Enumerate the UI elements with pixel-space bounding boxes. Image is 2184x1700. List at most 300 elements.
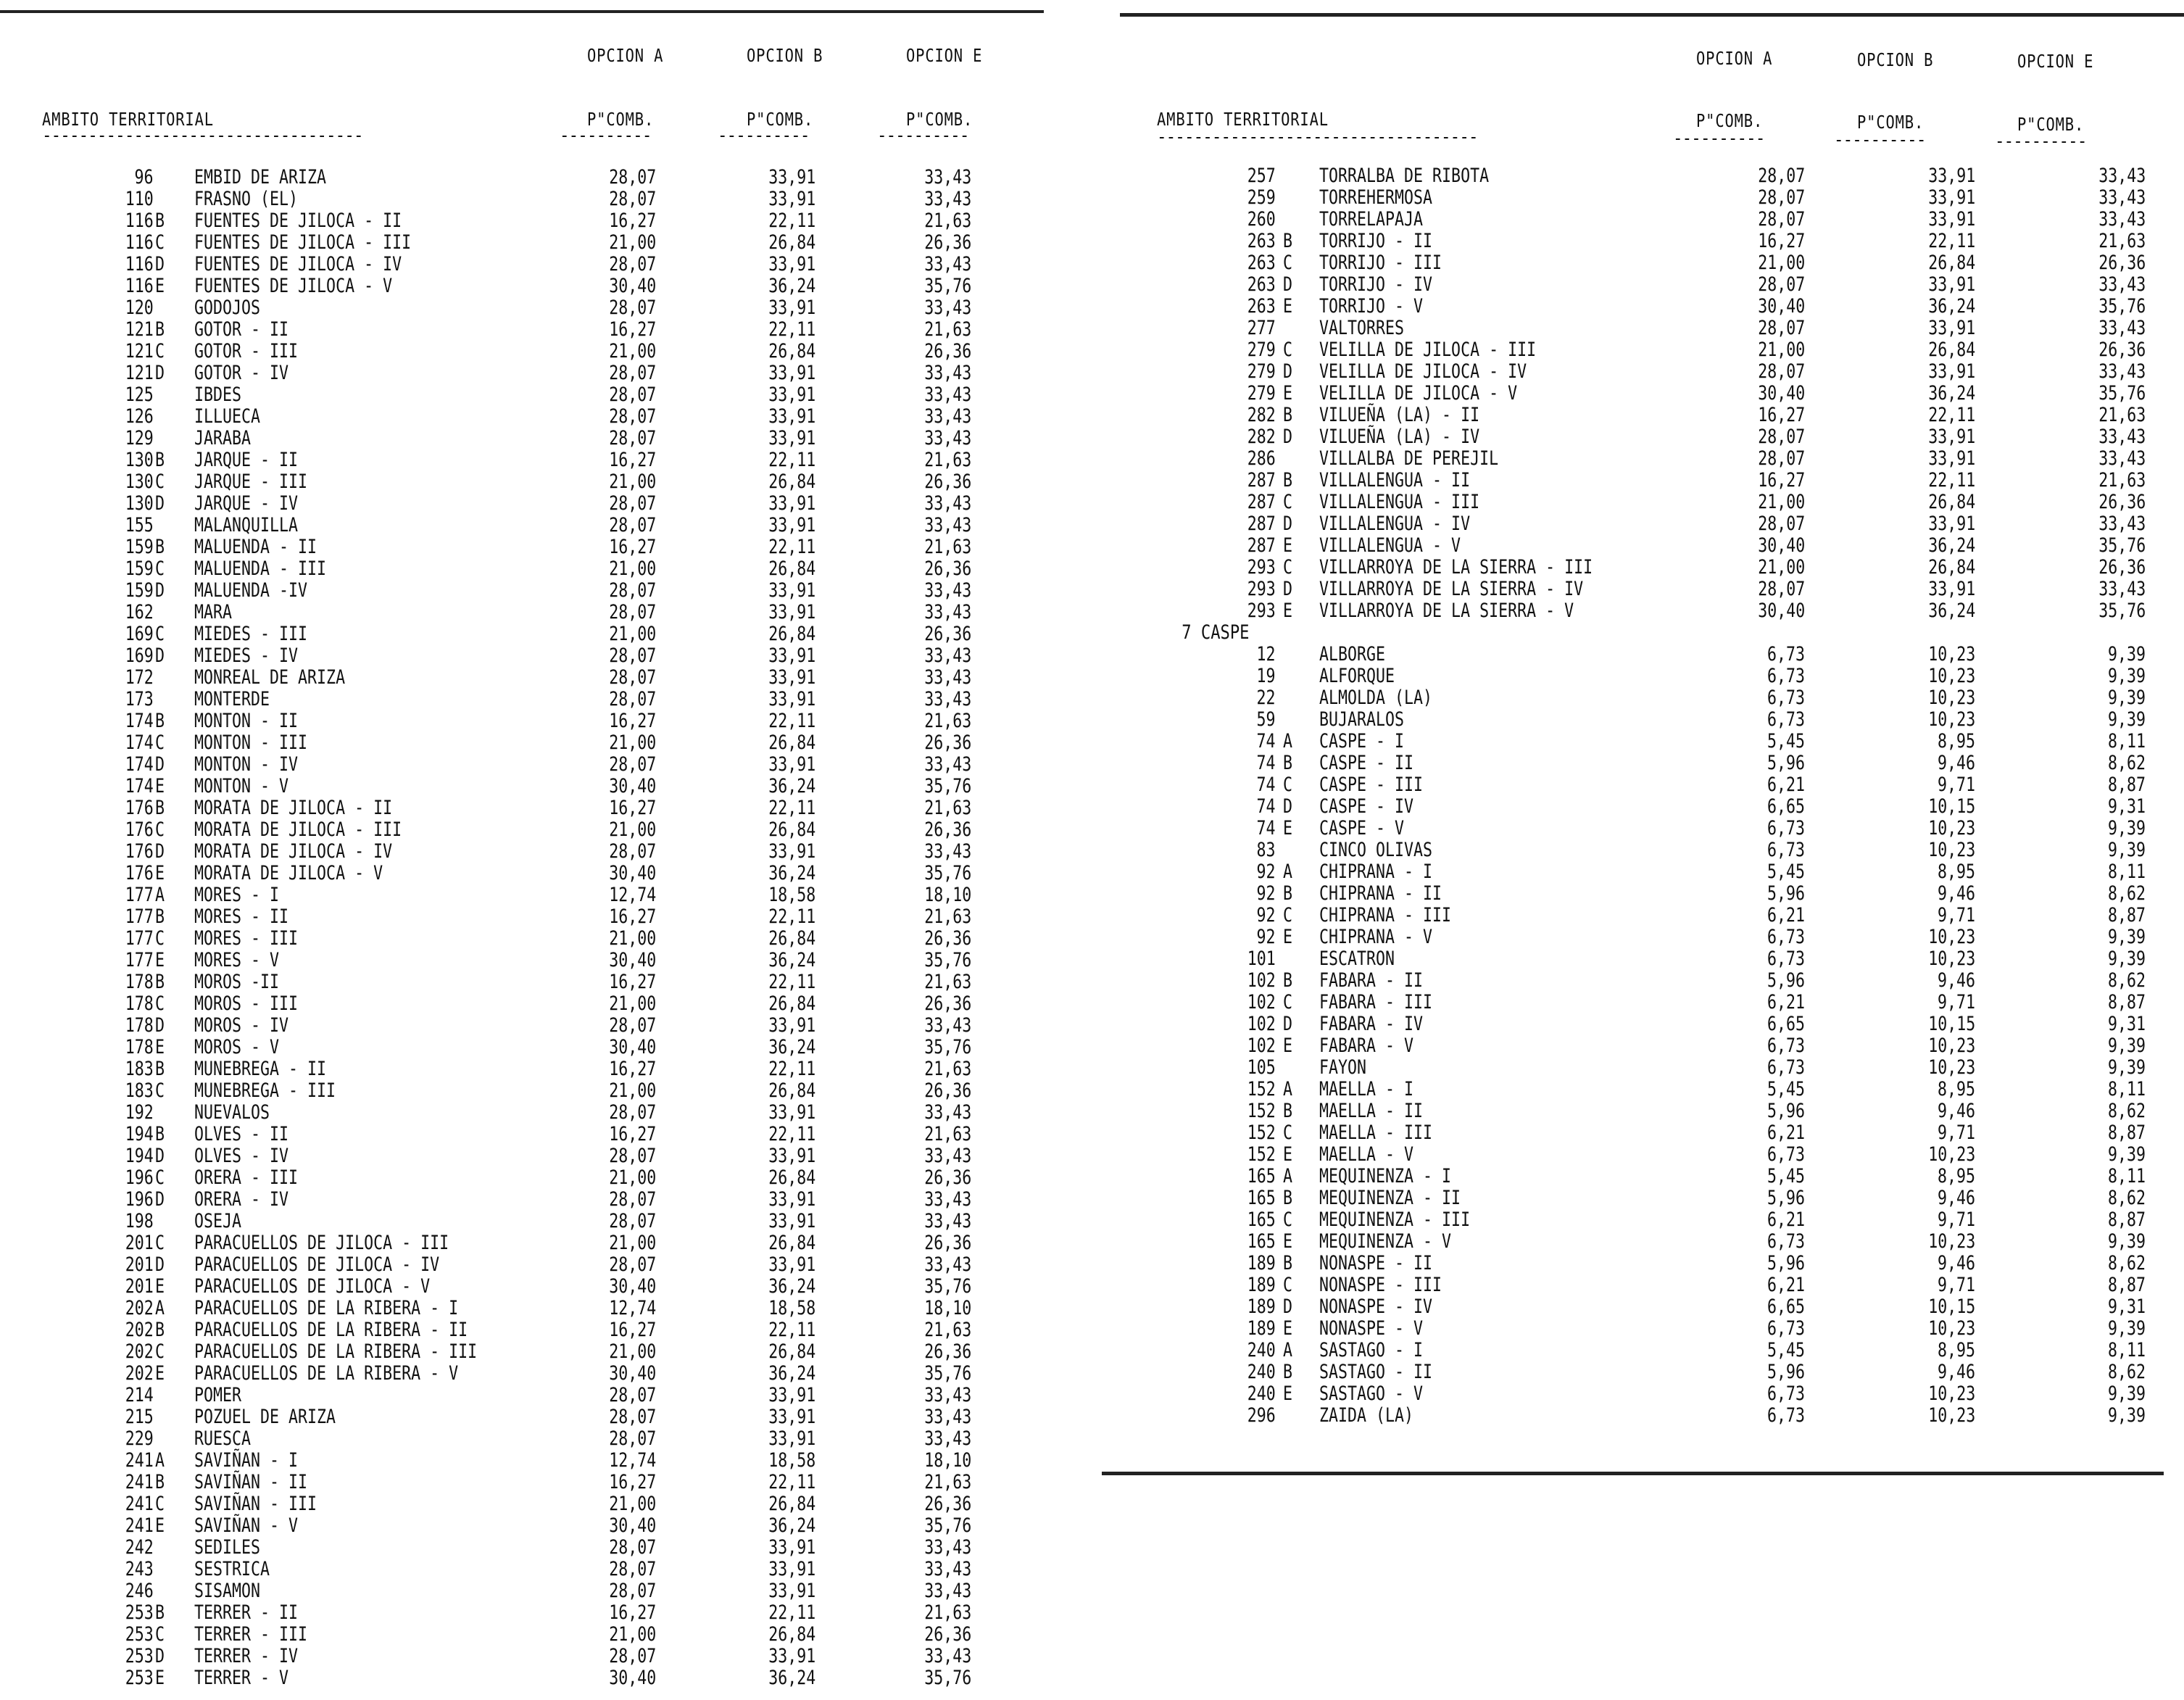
value-opcion-b: 36,24 [768, 1362, 815, 1385]
row-code: 277 [1247, 317, 1276, 339]
row-code: 74 [1256, 752, 1276, 774]
row-code: 121 [125, 340, 154, 362]
row-name: CASPE - II [1319, 752, 1414, 774]
row-name: MOROS -II [194, 971, 280, 993]
row-name: TORRELAPAJA [1319, 208, 1424, 231]
row-code: 241 [125, 1514, 154, 1537]
row-name: OSEJA [194, 1210, 242, 1232]
row-code: 102 [1247, 969, 1276, 992]
value-opcion-a: 6,65 [1766, 1295, 1805, 1318]
value-opcion-a: 16,27 [608, 1123, 656, 1145]
row-suffix: C [155, 1232, 165, 1254]
value-opcion-a: 6,73 [1766, 665, 1805, 687]
value-opcion-a: 28,07 [1757, 426, 1805, 448]
table-row [1116, 231, 2184, 252]
value-opcion-a: 28,07 [608, 1101, 656, 1124]
table-row [0, 167, 1087, 188]
divider-a: ---------- [1673, 128, 1765, 149]
row-code: 22 [1256, 687, 1276, 709]
table-row [1116, 948, 2184, 970]
row-name: NUEVALOS [194, 1101, 270, 1124]
row-code: 120 [125, 297, 154, 319]
value-opcion-b: 26,84 [768, 992, 815, 1015]
value-opcion-a: 28,07 [608, 297, 656, 319]
table-row [0, 1319, 1087, 1341]
table-row [0, 1232, 1087, 1254]
row-code: 287 [1247, 513, 1276, 535]
value-opcion-e: 33,43 [2098, 186, 2146, 209]
row-suffix: B [155, 1319, 165, 1341]
value-opcion-b: 8,95 [1937, 730, 1975, 752]
value-opcion-b: 10,15 [1927, 1295, 1975, 1318]
row-code: 169 [125, 644, 154, 667]
table-row [0, 341, 1087, 362]
value-opcion-b: 33,91 [768, 840, 815, 863]
value-opcion-e: 8,11 [2107, 1165, 2146, 1187]
value-opcion-a: 5,96 [1766, 1187, 1805, 1209]
row-suffix: C [1283, 904, 1293, 926]
value-opcion-b: 33,91 [1927, 208, 1975, 231]
row-suffix: E [155, 949, 165, 971]
value-opcion-e: 26,36 [923, 818, 971, 841]
value-opcion-b: 9,71 [1937, 991, 1975, 1013]
row-suffix: B [1283, 230, 1293, 252]
row-suffix: B [1283, 404, 1293, 426]
row-name: MEQUINENZA - III [1319, 1208, 1471, 1231]
row-suffix: E [1283, 600, 1293, 622]
row-code: 178 [125, 992, 154, 1015]
row-name: MALANQUILLA [194, 514, 299, 536]
value-opcion-a: 16,27 [1757, 230, 1805, 252]
table-row [0, 406, 1087, 428]
row-name: FUENTES DE JILOCA - IV [194, 253, 402, 275]
row-code: 253 [125, 1623, 154, 1646]
row-name: MORATA DE JILOCA - III [194, 818, 402, 841]
value-opcion-b: 36,24 [1927, 534, 1975, 557]
value-opcion-b: 26,84 [768, 623, 815, 645]
row-suffix: A [1283, 1339, 1293, 1361]
value-opcion-e: 33,43 [923, 1645, 971, 1667]
row-code: 178 [125, 971, 154, 993]
row-name: MEQUINENZA - I [1319, 1165, 1452, 1187]
value-opcion-a: 21,00 [608, 927, 656, 950]
row-code: 279 [1247, 339, 1276, 361]
value-opcion-b: 36,24 [1927, 295, 1975, 318]
row-name: PARACUELLOS DE LA RIBERA - III [194, 1340, 478, 1363]
value-opcion-e: 8,11 [2107, 730, 2146, 752]
value-opcion-a: 28,07 [608, 188, 656, 210]
table-row [1116, 687, 2184, 709]
row-suffix: C [155, 818, 165, 841]
value-opcion-b: 22,11 [1927, 469, 1975, 492]
value-opcion-b: 10,23 [1927, 1382, 1975, 1405]
row-suffix: B [155, 797, 165, 819]
table-row [0, 1472, 1087, 1493]
value-opcion-a: 28,07 [608, 405, 656, 428]
value-opcion-a: 28,07 [608, 1145, 656, 1167]
row-name: VELILLA DE JILOCA - III [1319, 339, 1537, 361]
value-opcion-a: 28,07 [608, 1210, 656, 1232]
row-code: 194 [125, 1123, 154, 1145]
row-name: SAVIÑAN - III [194, 1493, 317, 1515]
table-row [0, 1037, 1087, 1058]
value-opcion-b: 33,91 [768, 1580, 815, 1602]
value-opcion-a: 30,40 [608, 1362, 656, 1385]
row-code: 174 [125, 753, 154, 776]
row-suffix: E [1283, 1382, 1293, 1405]
row-name: NONASPE - IV [1319, 1295, 1433, 1318]
row-suffix: D [155, 1145, 165, 1167]
table-row [1116, 1340, 2184, 1361]
value-opcion-b: 33,91 [1927, 165, 1975, 187]
row-code: 152 [1247, 1143, 1276, 1166]
row-code: 282 [1247, 426, 1276, 448]
value-opcion-b: 33,91 [768, 253, 815, 275]
row-name: SESTRICA [194, 1558, 270, 1580]
row-code: 121 [125, 362, 154, 384]
row-name: TORRIJO - V [1319, 295, 1424, 318]
row-suffix: B [1283, 882, 1293, 905]
row-name: FAYON [1319, 1056, 1367, 1079]
value-opcion-a: 5,96 [1766, 1361, 1805, 1383]
table-row [0, 819, 1087, 841]
value-opcion-b: 33,91 [768, 688, 815, 710]
value-opcion-e: 9,39 [2107, 1317, 2146, 1340]
value-opcion-a: 16,27 [608, 318, 656, 341]
row-suffix: C [155, 1166, 165, 1189]
value-opcion-e: 21,63 [923, 905, 971, 928]
value-opcion-e: 33,43 [923, 644, 971, 667]
value-opcion-a: 6,73 [1766, 708, 1805, 731]
value-opcion-e: 33,43 [923, 253, 971, 275]
value-opcion-e: 35,76 [2098, 600, 2146, 622]
value-opcion-b: 36,24 [768, 275, 815, 297]
value-opcion-a: 21,00 [608, 992, 656, 1015]
value-opcion-e: 33,43 [923, 1558, 971, 1580]
row-code: 189 [1247, 1274, 1276, 1296]
row-suffix: E [155, 1514, 165, 1537]
value-opcion-b: 22,11 [768, 905, 815, 928]
value-opcion-a: 21,00 [608, 340, 656, 362]
row-name: FRASNO (EL) [194, 188, 299, 210]
value-opcion-b: 22,11 [768, 797, 815, 819]
row-name: SASTAGO - II [1319, 1361, 1433, 1383]
table-row [1116, 839, 2184, 861]
value-opcion-b: 22,11 [768, 318, 815, 341]
value-opcion-b: 10,23 [1927, 643, 1975, 666]
row-name: SAVIÑAN - I [194, 1449, 299, 1472]
value-opcion-b: 26,84 [768, 1166, 815, 1189]
value-opcion-e: 21,63 [923, 1601, 971, 1624]
value-opcion-e: 26,36 [923, 340, 971, 362]
value-opcion-e: 9,31 [2107, 1013, 2146, 1035]
value-opcion-b: 10,23 [1927, 1056, 1975, 1079]
value-opcion-e: 35,76 [2098, 295, 2146, 318]
row-name: OLVES - IV [194, 1145, 289, 1167]
row-name: SAVIÑAN - V [194, 1514, 299, 1537]
row-suffix: D [155, 1014, 165, 1037]
row-name: POZUEL DE ARIZA [194, 1406, 336, 1428]
value-opcion-e: 9,39 [2107, 708, 2146, 731]
value-opcion-a: 28,07 [608, 1580, 656, 1602]
row-name: JARQUE - IV [194, 492, 299, 515]
row-name: ESCATRON [1319, 948, 1395, 970]
row-code: 92 [1256, 882, 1276, 905]
value-opcion-b: 26,84 [768, 340, 815, 362]
table-row [1116, 752, 2184, 774]
value-opcion-e: 26,36 [923, 927, 971, 950]
row-code: 178 [125, 1036, 154, 1058]
row-code: 196 [125, 1188, 154, 1211]
value-opcion-a: 6,21 [1766, 1208, 1805, 1231]
divider-ambito: ----------------------------------- [1157, 126, 1478, 147]
value-opcion-e: 33,43 [923, 188, 971, 210]
row-code: 155 [125, 514, 154, 536]
row-name: MUNEBREGA - II [194, 1058, 327, 1080]
table-row [1116, 165, 2184, 187]
value-opcion-b: 33,91 [768, 514, 815, 536]
row-code: 202 [125, 1297, 154, 1319]
row-code: 83 [1256, 839, 1276, 861]
table-row [0, 1124, 1087, 1145]
table-row [0, 210, 1087, 232]
value-opcion-a: 30,40 [1757, 600, 1805, 622]
table-row [0, 536, 1087, 558]
table-row [1116, 513, 2184, 535]
value-opcion-a: 6,65 [1766, 1013, 1805, 1035]
row-name: VILLARROYA DE LA SIERRA - III [1319, 556, 1593, 579]
row-suffix: A [1283, 730, 1293, 752]
value-opcion-b: 36,24 [1927, 600, 1975, 622]
value-opcion-e: 33,43 [923, 166, 971, 188]
value-opcion-b: 10,23 [1927, 665, 1975, 687]
row-code: 116 [125, 231, 154, 254]
row-code: 240 [1247, 1361, 1276, 1383]
value-opcion-a: 28,07 [1757, 513, 1805, 535]
table-row [1116, 470, 2184, 492]
value-opcion-e: 33,43 [2098, 317, 2146, 339]
table-row [1116, 1100, 2184, 1122]
row-suffix: C [1283, 1274, 1293, 1296]
table-row [0, 1385, 1087, 1406]
value-opcion-b: 26,84 [768, 1232, 815, 1254]
table-row [0, 362, 1087, 384]
row-name: MALUENDA -IV [194, 579, 308, 602]
row-name: FABARA - II [1319, 969, 1424, 992]
row-code: 102 [1247, 1034, 1276, 1057]
value-opcion-a: 6,73 [1766, 948, 1805, 970]
row-code: 189 [1247, 1317, 1276, 1340]
value-opcion-a: 28,07 [1757, 317, 1805, 339]
value-opcion-a: 5,96 [1766, 752, 1805, 774]
row-code: 130 [125, 492, 154, 515]
row-suffix: C [155, 1493, 165, 1515]
value-opcion-e: 33,43 [923, 1101, 971, 1124]
value-opcion-b: 10,23 [1927, 687, 1975, 709]
row-suffix: C [155, 1623, 165, 1646]
value-opcion-a: 28,07 [608, 514, 656, 536]
row-code: 177 [125, 905, 154, 928]
value-opcion-e: 9,39 [2107, 1230, 2146, 1253]
value-opcion-a: 5,45 [1766, 861, 1805, 883]
row-name: PARACUELLOS DE JILOCA - V [194, 1275, 431, 1298]
row-name: IBDES [194, 383, 242, 406]
value-opcion-e: 21,63 [923, 971, 971, 993]
row-code: 102 [1247, 1013, 1276, 1035]
value-opcion-b: 33,91 [1927, 273, 1975, 296]
row-code: 229 [125, 1427, 154, 1450]
row-name: TORRALBA DE RIBOTA [1319, 165, 1490, 187]
value-opcion-a: 21,00 [608, 1493, 656, 1515]
row-name: FUENTES DE JILOCA - III [194, 231, 412, 254]
row-code: 174 [125, 775, 154, 797]
row-name: PARACUELLOS DE LA RIBERA - I [194, 1297, 459, 1319]
row-code: 287 [1247, 469, 1276, 492]
row-code: 92 [1256, 926, 1276, 948]
value-opcion-b: 26,84 [1927, 252, 1975, 274]
row-code: 176 [125, 818, 154, 841]
value-opcion-a: 5,45 [1766, 1339, 1805, 1361]
row-suffix: B [155, 905, 165, 928]
row-name: FUENTES DE JILOCA - II [194, 210, 402, 232]
value-opcion-a: 6,73 [1766, 839, 1805, 861]
row-code: 102 [1247, 991, 1276, 1013]
value-opcion-b: 9,46 [1937, 882, 1975, 905]
row-suffix: E [1283, 926, 1293, 948]
row-name: MAELLA - III [1319, 1121, 1433, 1144]
row-code: 279 [1247, 382, 1276, 405]
row-code: 189 [1247, 1295, 1276, 1318]
value-opcion-e: 33,43 [2098, 208, 2146, 231]
value-opcion-b: 33,91 [768, 753, 815, 776]
value-opcion-e: 33,43 [923, 840, 971, 863]
value-opcion-a: 28,07 [608, 1645, 656, 1667]
divider-a: ---------- [560, 125, 652, 146]
value-opcion-e: 8,11 [2107, 861, 2146, 883]
value-opcion-b: 9,46 [1937, 969, 1975, 992]
row-suffix: C [155, 1340, 165, 1363]
value-opcion-a: 16,27 [608, 1601, 656, 1624]
table-row [1116, 448, 2184, 470]
table-row [0, 1493, 1087, 1515]
row-suffix: D [1283, 426, 1293, 448]
value-opcion-a: 16,27 [608, 1058, 656, 1080]
value-opcion-b: 33,91 [768, 601, 815, 623]
row-suffix: A [155, 1449, 165, 1472]
value-opcion-a: 21,00 [608, 557, 656, 580]
row-suffix: D [1283, 578, 1293, 600]
value-opcion-b: 9,71 [1937, 774, 1975, 796]
value-opcion-b: 33,91 [768, 1536, 815, 1559]
row-suffix: D [155, 492, 165, 515]
table-row [0, 797, 1087, 819]
value-opcion-b: 33,91 [768, 297, 815, 319]
row-name: FABARA - IV [1319, 1013, 1424, 1035]
value-opcion-e: 26,36 [923, 1166, 971, 1189]
row-code: 260 [1247, 208, 1276, 231]
table-row [1116, 1231, 2184, 1253]
row-suffix: C [155, 1079, 165, 1102]
row-name: FABARA - III [1319, 991, 1433, 1013]
value-opcion-e: 21,63 [923, 1058, 971, 1080]
value-opcion-e: 33,43 [923, 405, 971, 428]
value-opcion-e: 35,76 [2098, 382, 2146, 405]
header-ambito: AMBITO TERRITORIAL [1157, 109, 1329, 130]
row-suffix: E [1283, 295, 1293, 318]
row-name: VELILLA DE JILOCA - V [1319, 382, 1518, 405]
row-code: 287 [1247, 491, 1276, 513]
row-code: 201 [125, 1253, 154, 1276]
value-opcion-a: 21,00 [608, 1232, 656, 1254]
table-row [1116, 383, 2184, 405]
table-row [0, 580, 1087, 602]
row-name: BUJARALOS [1319, 708, 1405, 731]
value-opcion-a: 5,96 [1766, 1252, 1805, 1274]
table-row [1116, 1296, 2184, 1318]
row-suffix: C [1283, 774, 1293, 796]
row-suffix: B [155, 1471, 165, 1493]
value-opcion-a: 28,07 [608, 1014, 656, 1037]
row-code: 293 [1247, 600, 1276, 622]
value-opcion-e: 26,36 [923, 1493, 971, 1515]
value-opcion-a: 6,73 [1766, 1317, 1805, 1340]
row-code: 202 [125, 1319, 154, 1341]
value-opcion-b: 33,91 [768, 1384, 815, 1406]
row-code: 214 [125, 1384, 154, 1406]
value-opcion-a: 30,40 [608, 862, 656, 884]
value-opcion-e: 33,43 [2098, 513, 2146, 535]
value-opcion-b: 22,11 [768, 536, 815, 558]
header-pcomb-b: P"COMB. [747, 109, 814, 130]
table-row [1116, 861, 2184, 883]
value-opcion-e: 8,87 [2107, 1274, 2146, 1296]
value-opcion-b: 10,23 [1927, 839, 1975, 861]
row-name: VILLARROYA DE LA SIERRA - IV [1319, 578, 1584, 600]
row-name: ORERA - III [194, 1166, 299, 1189]
row-code: 74 [1256, 730, 1276, 752]
value-opcion-b: 26,84 [768, 1079, 815, 1102]
row-name: TORRIJO - III [1319, 252, 1442, 274]
row-suffix: E [1283, 534, 1293, 557]
row-name: MALUENDA - III [194, 557, 327, 580]
table-row [0, 1537, 1087, 1559]
value-opcion-a: 12,74 [608, 884, 656, 906]
value-opcion-a: 21,00 [608, 623, 656, 645]
value-opcion-b: 22,11 [768, 1058, 815, 1080]
header-opcion-e: OPCION E [906, 45, 983, 66]
value-opcion-e: 26,36 [2098, 556, 2146, 579]
value-opcion-b: 33,91 [768, 405, 815, 428]
table-row [0, 275, 1087, 297]
value-opcion-e: 9,39 [2107, 1034, 2146, 1057]
value-opcion-e: 9,39 [2107, 926, 2146, 948]
value-opcion-b: 26,84 [1927, 556, 1975, 579]
value-opcion-b: 33,91 [1927, 513, 1975, 535]
row-code: 92 [1256, 861, 1276, 883]
table-row [0, 1406, 1087, 1428]
value-opcion-b: 33,91 [1927, 426, 1975, 448]
value-opcion-e: 8,62 [2107, 1252, 2146, 1274]
value-opcion-e: 33,43 [2098, 165, 2146, 187]
value-opcion-e: 21,63 [923, 1123, 971, 1145]
table-row [1116, 883, 2184, 905]
value-opcion-a: 16,27 [608, 536, 656, 558]
row-code: 201 [125, 1232, 154, 1254]
row-suffix: C [155, 992, 165, 1015]
row-code: 259 [1247, 186, 1276, 209]
value-opcion-e: 8,62 [2107, 1100, 2146, 1122]
value-opcion-e: 33,43 [923, 753, 971, 776]
